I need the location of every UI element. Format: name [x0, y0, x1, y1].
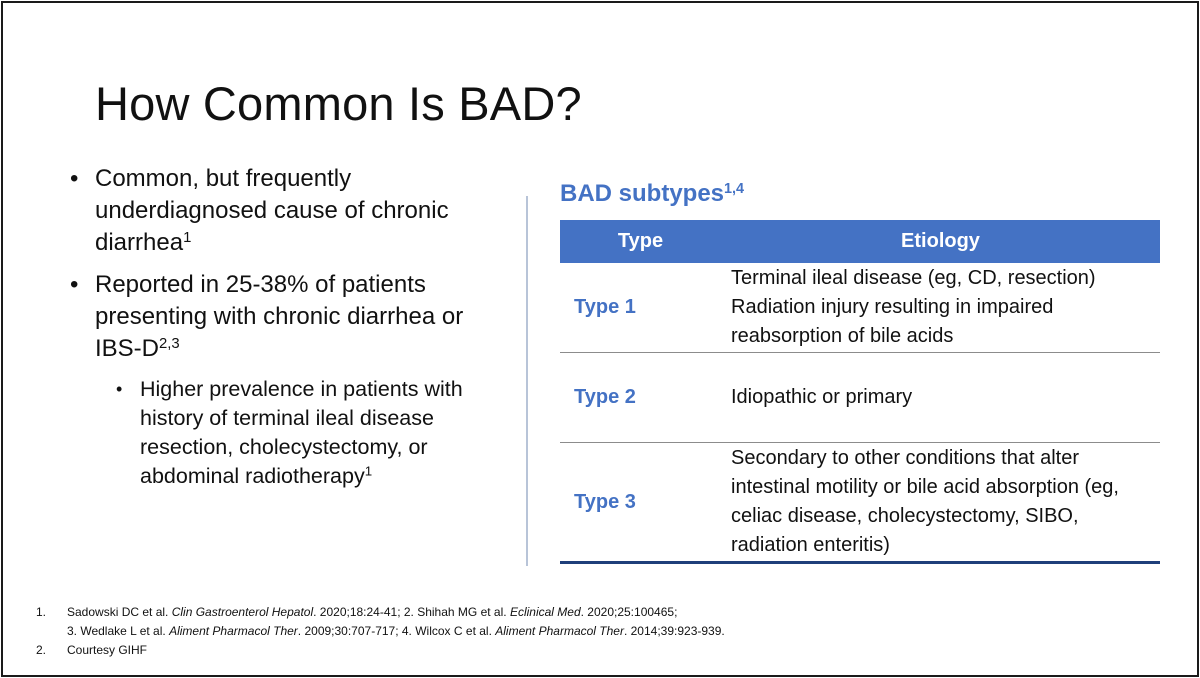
journal-name: Aliment Pharmacol Ther	[169, 624, 298, 638]
bullet-item	[70, 269, 510, 365]
table-row	[560, 353, 1160, 443]
table-row	[560, 443, 1160, 563]
subtypes-table	[560, 220, 1160, 564]
ref-text: . 2020;18:24-41; 2. Shihah MG et al.	[313, 605, 507, 619]
table-header-row	[560, 220, 1160, 263]
journal-name: Clin Gastroenterol Hepatol	[171, 605, 314, 619]
slide-title: How Common Is BAD?	[95, 77, 582, 130]
ref-text: 3. Wedlake L et al.	[67, 624, 166, 638]
footnote-references	[36, 603, 725, 641]
journal-name: Eclinical Med	[509, 605, 581, 619]
bullet-text: Reported in 25-38% of patients presenting with chronic diarrhea or IBS-D	[95, 271, 464, 362]
footnote-line	[67, 622, 725, 641]
sub-bullet-item	[116, 375, 510, 491]
bullet-dot-icon: •	[116, 379, 123, 399]
ref-text: . 2020;25:100465;	[580, 605, 678, 619]
etiology-cell: Terminal ileal disease (eg, CD, resection) Radiation injury resulting in impaired reabsorption of bile acids	[721, 263, 1160, 353]
type-cell: Type 3	[560, 443, 721, 563]
type-cell: Type 2	[560, 353, 721, 443]
bullet-item	[70, 163, 510, 259]
bullet-list	[70, 163, 510, 491]
bullet-dot-icon: •	[70, 165, 79, 192]
bullet-text: Common, but frequently underdiagnosed cause of chronic diarrhea	[95, 165, 449, 256]
citation: 1	[183, 229, 192, 246]
footnote-number: 1.	[36, 605, 47, 619]
column-divider	[526, 196, 528, 566]
table-caption	[560, 180, 744, 208]
header-etiology: Etiology	[721, 220, 1160, 263]
etiology-cell: Idiopathic or primary	[721, 353, 1160, 443]
table-row	[560, 263, 1160, 353]
footnotes	[36, 603, 725, 660]
courtesy-text: Courtesy GIHF	[67, 643, 148, 657]
footnote-line	[67, 603, 725, 622]
citation: 1,4	[724, 181, 745, 198]
header-type: Type	[560, 220, 721, 263]
ref-text: Sadowski DC et al.	[67, 605, 169, 619]
type-cell: Type 1	[560, 263, 721, 353]
ref-text: . 2009;30:707-717; 4. Wilcox C et al.	[297, 624, 492, 638]
ref-text: . 2014;39:923-939.	[623, 624, 725, 638]
footnote-courtesy	[36, 641, 725, 660]
footnote-number: 2.	[36, 643, 47, 657]
bullet-dot-icon: •	[70, 271, 79, 298]
etiology-cell: Secondary to other conditions that alter intestinal motility or bile acid absorption (eg, celiac disease, cholecystectomy, SIBO, radiation enteritis)	[721, 443, 1160, 563]
table-caption-text: BAD subtypes	[560, 180, 725, 207]
sub-bullet-text: Higher prevalence in patients with history of terminal ileal disease resection, cholecystectomy, or abdominal radiotherapy	[140, 377, 463, 488]
citation: 1	[364, 463, 373, 479]
citation: 2,3	[159, 335, 180, 352]
journal-name: Aliment Pharmacol Ther	[495, 624, 624, 638]
